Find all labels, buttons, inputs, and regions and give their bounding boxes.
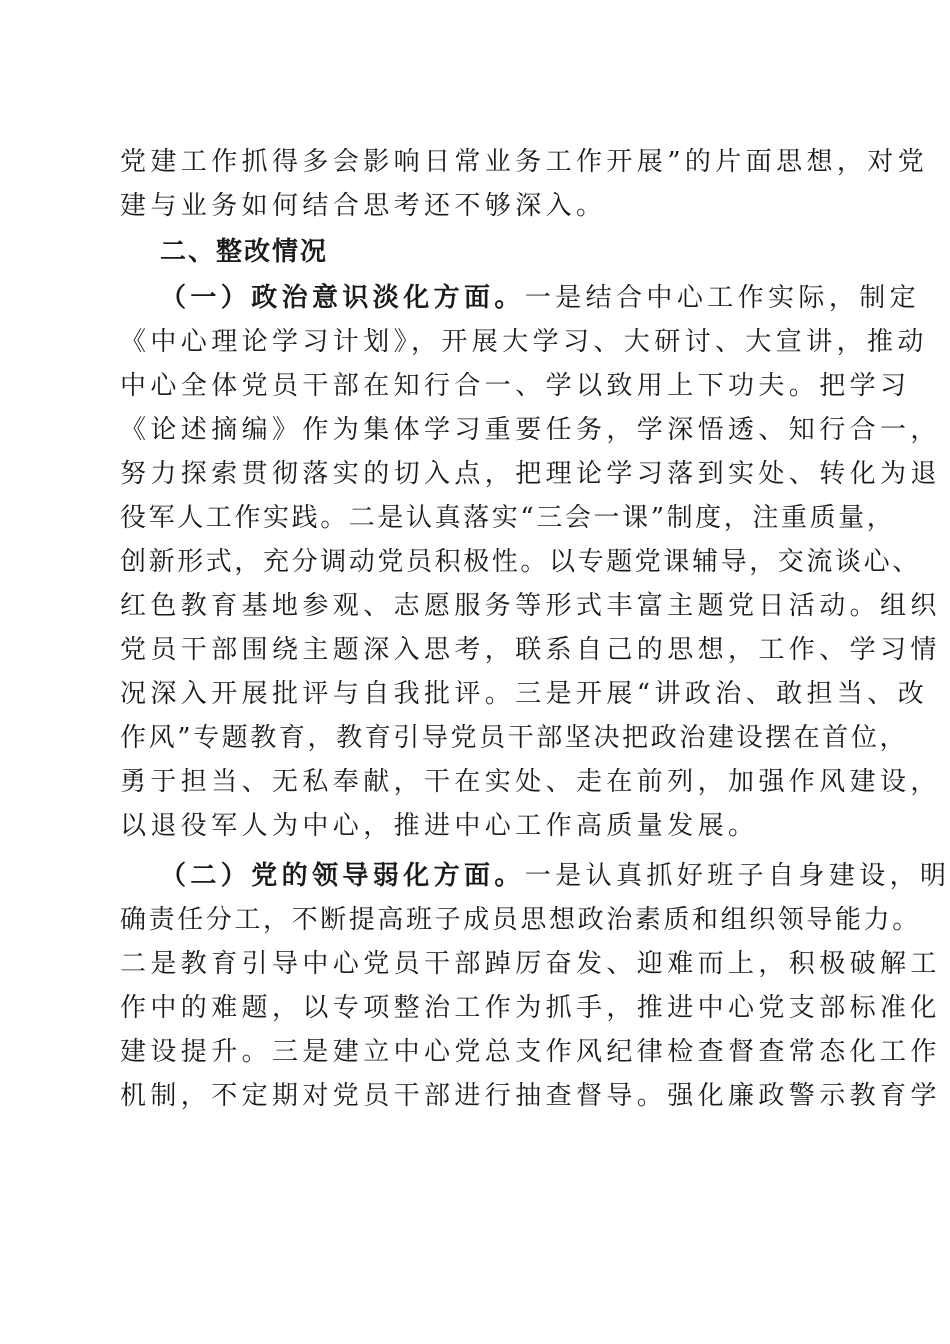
subsection-2-first-line-text: 一是认真抓好班子自身建设，明	[524, 861, 950, 891]
paragraph-line: 《中心理论学习计划》，开展大学习、大研讨、大宣讲，推动	[120, 327, 928, 357]
paragraph-line: 建设提升。三是建立中心党总支作风纪律检查督查常态化工作	[120, 1037, 941, 1067]
paragraph-line: 中心全体党员干部在知行合一、学以致用上下功夫。把学习	[120, 371, 911, 401]
paragraph-line: 二是教育引导中心党员干部踔厉奋发、迎难而上，积极破解工	[120, 949, 941, 979]
section-heading: 二、整改情况	[160, 237, 329, 267]
paragraph-line: 党员干部围绕主题深入思考，联系自己的思想，工作、学习情	[120, 635, 941, 665]
paragraph-line: 况深入开展批评与自我批评。三是开展“讲政治、敢担当、改	[120, 679, 929, 709]
paragraph-line: 机制，不定期对党员干部进行抽查督导。强化廉政警示教育学	[120, 1081, 941, 1111]
subsection-1-title: （一）政治意识淡化方面。	[160, 283, 525, 313]
paragraph-line: 作中的难题，以专项整治工作为抓手，推进中心党支部标准化	[120, 993, 941, 1023]
subsection-2-title: （二）党的领导弱化方面。	[160, 861, 525, 891]
paragraph-line: 建与业务如何结合思考还不够深入。	[120, 191, 607, 221]
paragraph-line: 役军人工作实践。二是认真落实“三会一课”制度，注重质量，	[120, 503, 896, 533]
paragraph-line: 勇于担当、无私奉献，干在实处、走在前列，加强作风建设，	[120, 767, 941, 797]
paragraph-line: 《论述摘编》作为集体学习重要任务，学深悟透、知行合一，	[120, 415, 941, 445]
paragraph-line: 以退役军人为中心，推进中心工作高质量发展。	[120, 811, 759, 841]
paragraph-line: 确责任分工，不断提高班子成员思想政治素质和组织领导能力。	[120, 905, 921, 935]
paragraph-line: 党建工作抓得多会影响日常业务工作开展”的片面思想，对党	[120, 147, 929, 177]
subsection-1-first-line	[160, 278, 921, 318]
paragraph-line: 作风”专题教育，教育引导党员干部坚决把政治建设摆在首位，	[120, 723, 909, 753]
paragraph-line: 创新形式，充分调动党员积极性。以专题党课辅导，交流谈心、	[120, 547, 921, 577]
paragraph-line: 努力探索贯彻落实的切入点，把理论学习落到实处、转化为退	[120, 459, 941, 489]
paragraph-line: 红色教育基地参观、志愿服务等形式丰富主题党日活动。组织	[120, 591, 941, 621]
subsection-1-first-line-text: 一是结合中心工作实际，制定	[524, 283, 921, 313]
subsection-2-first-line	[160, 856, 950, 896]
